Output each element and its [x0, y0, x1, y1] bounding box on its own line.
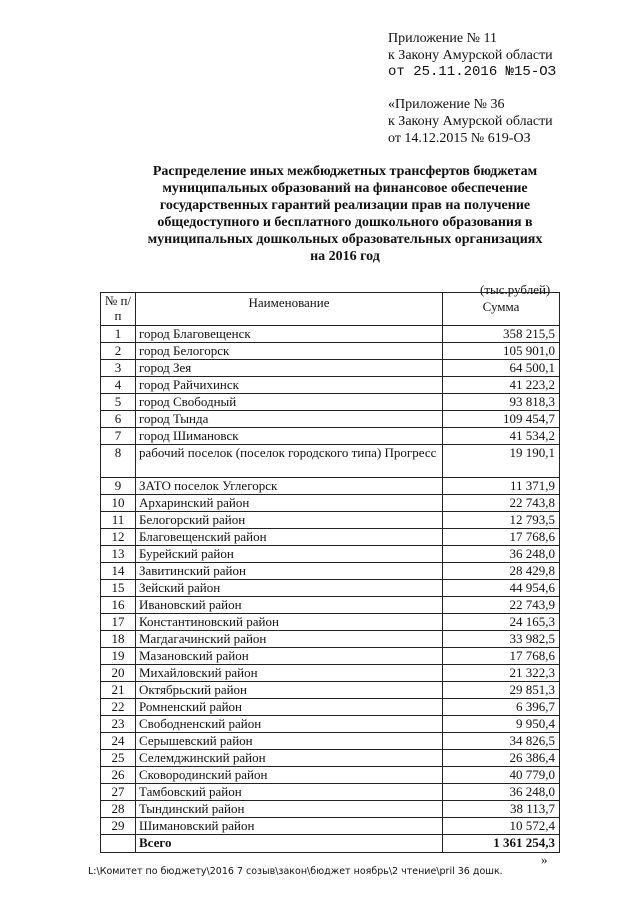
table-row	[101, 682, 560, 699]
row-number: 15	[101, 580, 136, 597]
table-row	[101, 411, 560, 428]
row-sum: 41 534,2	[443, 428, 560, 445]
row-sum: 26 386,4	[443, 750, 560, 767]
row-number: 29	[101, 818, 136, 835]
row-number: 23	[101, 716, 136, 733]
table-row	[101, 478, 560, 495]
row-number: 21	[101, 682, 136, 699]
row-name: город Благовещенск	[136, 326, 443, 343]
appendix-11-block	[388, 30, 556, 81]
row-number: 6	[101, 411, 136, 428]
row-number: 10	[101, 495, 136, 512]
units-label: (тыс.рублей)	[480, 282, 551, 297]
table-row	[101, 377, 560, 394]
row-name: город Белогорск	[136, 343, 443, 360]
row-name: Бурейский район	[136, 546, 443, 563]
row-number: 2	[101, 343, 136, 360]
row-sum: 64 500,1	[443, 360, 560, 377]
appendix-11-line: Приложение № 11	[388, 31, 497, 46]
row-number: 17	[101, 614, 136, 631]
table-row	[101, 394, 560, 411]
row-number: 3	[101, 360, 136, 377]
row-sum: 21 322,3	[443, 665, 560, 682]
row-sum: 9 950,4	[443, 716, 560, 733]
row-name: Магдагачинский район	[136, 631, 443, 648]
row-name: город Райчихинск	[136, 377, 443, 394]
row-number: 4	[101, 377, 136, 394]
table-row	[101, 784, 560, 801]
table-row	[101, 665, 560, 682]
row-name: город Тында	[136, 411, 443, 428]
row-sum: 17 768,6	[443, 648, 560, 665]
row-name: Белогорский район	[136, 512, 443, 529]
row-number: 13	[101, 546, 136, 563]
row-sum: 40 779,0	[443, 767, 560, 784]
distribution-table	[100, 292, 560, 853]
row-name: Мазановский район	[136, 648, 443, 665]
row-name: Благовещенский район	[136, 529, 443, 546]
row-name: город Зея	[136, 360, 443, 377]
table-row	[101, 343, 560, 360]
row-sum: 44 954,6	[443, 580, 560, 597]
row-number: 22	[101, 699, 136, 716]
row-number: 18	[101, 631, 136, 648]
total-label: Всего	[136, 835, 443, 853]
row-sum: 33 982,5	[443, 631, 560, 648]
table-row	[101, 326, 560, 343]
law-reference-line: к Закону Амурской области	[388, 48, 553, 63]
row-name: Тындинский район	[136, 801, 443, 818]
row-name: Сковородинский район	[136, 767, 443, 784]
table-body	[101, 326, 560, 835]
row-name: Серышевский район	[136, 733, 443, 750]
law-date-line: от 25.11.2016 №15-ОЗ	[388, 64, 557, 80]
row-name: Завитинский район	[136, 563, 443, 580]
row-name: рабочий поселок (поселок городского типа) Прогресс	[136, 445, 443, 478]
row-number: 28	[101, 801, 136, 818]
row-number: 7	[101, 428, 136, 445]
table-row	[101, 546, 560, 563]
total-num-cell	[101, 835, 136, 853]
row-sum: 36 248,0	[443, 546, 560, 563]
row-sum: 105 901,0	[443, 343, 560, 360]
row-sum: 41 223,2	[443, 377, 560, 394]
row-sum: 22 743,9	[443, 597, 560, 614]
row-number: 12	[101, 529, 136, 546]
row-name: ЗАТО поселок Углегорск	[136, 478, 443, 495]
row-name: Константиновский район	[136, 614, 443, 631]
appendix-36-line: «Приложение № 36	[388, 97, 505, 112]
law-reference-line: к Закону Амурской области	[388, 114, 553, 129]
row-sum: 24 165,3	[443, 614, 560, 631]
row-name: Ивановский район	[136, 597, 443, 614]
row-name: Тамбовский район	[136, 784, 443, 801]
row-name: Селемджинский район	[136, 750, 443, 767]
row-sum: 29 851,3	[443, 682, 560, 699]
column-header-num: № п/п	[101, 293, 136, 326]
row-number: 11	[101, 512, 136, 529]
row-name: Архаринский район	[136, 495, 443, 512]
row-name: Зейский район	[136, 580, 443, 597]
law-date-line: от 14.12.2015 № 619-ОЗ	[388, 131, 531, 146]
table-row	[101, 512, 560, 529]
table-row	[101, 750, 560, 767]
total-row	[101, 835, 560, 853]
row-sum: 19 190,1	[443, 445, 560, 478]
row-sum: 36 248,0	[443, 784, 560, 801]
appendix-36-block	[388, 96, 553, 147]
table-row	[101, 428, 560, 445]
table-row	[101, 631, 560, 648]
table-row	[101, 529, 560, 546]
file-path-footer: L:\Комитет по бюджету\2016 7 созыв\закон\бюджет ноябрь\2 чтение\pril 36 дошк.	[88, 866, 503, 877]
row-number: 19	[101, 648, 136, 665]
table-row	[101, 563, 560, 580]
table-row	[101, 597, 560, 614]
row-sum: 6 396,7	[443, 699, 560, 716]
table-row	[101, 648, 560, 665]
row-number: 9	[101, 478, 136, 495]
row-sum: 109 454,7	[443, 411, 560, 428]
row-name: Ромненский район	[136, 699, 443, 716]
table-row	[101, 699, 560, 716]
row-name: Октябрьский район	[136, 682, 443, 699]
row-number: 25	[101, 750, 136, 767]
row-name: Михайловский район	[136, 665, 443, 682]
row-number: 14	[101, 563, 136, 580]
row-number: 20	[101, 665, 136, 682]
row-number: 16	[101, 597, 136, 614]
table-row	[101, 445, 560, 478]
table-row	[101, 767, 560, 784]
table-row	[101, 818, 560, 835]
row-sum: 93 818,3	[443, 394, 560, 411]
closing-quote: »	[541, 852, 548, 867]
table-header-row	[101, 293, 560, 326]
row-sum: 22 743,8	[443, 495, 560, 512]
row-sum: 34 826,5	[443, 733, 560, 750]
row-number: 27	[101, 784, 136, 801]
row-number: 8	[101, 445, 136, 478]
table-row	[101, 716, 560, 733]
row-name: город Свободный	[136, 394, 443, 411]
row-number: 26	[101, 767, 136, 784]
row-sum: 38 113,7	[443, 801, 560, 818]
table-row	[101, 614, 560, 631]
row-sum: 12 793,5	[443, 512, 560, 529]
row-number: 1	[101, 326, 136, 343]
row-sum: 17 768,6	[443, 529, 560, 546]
row-sum: 10 572,4	[443, 818, 560, 835]
row-name: город Шимановск	[136, 428, 443, 445]
table-row	[101, 580, 560, 597]
row-name: Шимановский район	[136, 818, 443, 835]
document-title: Распределение иных межбюджетных трансфертов бюджетам муниципальных образований на финансовое обеспечение государственных гарантий реализации прав на получение общедоступного и бесплатного дошкольного образования в муниципальных дошкольных образовательных организациях на 2016 год	[147, 164, 543, 264]
row-sum: 11 371,9	[443, 478, 560, 495]
row-number: 24	[101, 733, 136, 750]
row-name: Свободненский район	[136, 716, 443, 733]
table-row	[101, 801, 560, 818]
table-row	[101, 360, 560, 377]
row-sum: 358 215,5	[443, 326, 560, 343]
table-row	[101, 733, 560, 750]
column-header-name: Наименование	[136, 293, 443, 326]
column-header-sum: Сумма	[443, 293, 560, 326]
table-row	[101, 495, 560, 512]
row-number: 5	[101, 394, 136, 411]
total-sum: 1 361 254,3	[443, 835, 560, 853]
row-sum: 28 429,8	[443, 563, 560, 580]
